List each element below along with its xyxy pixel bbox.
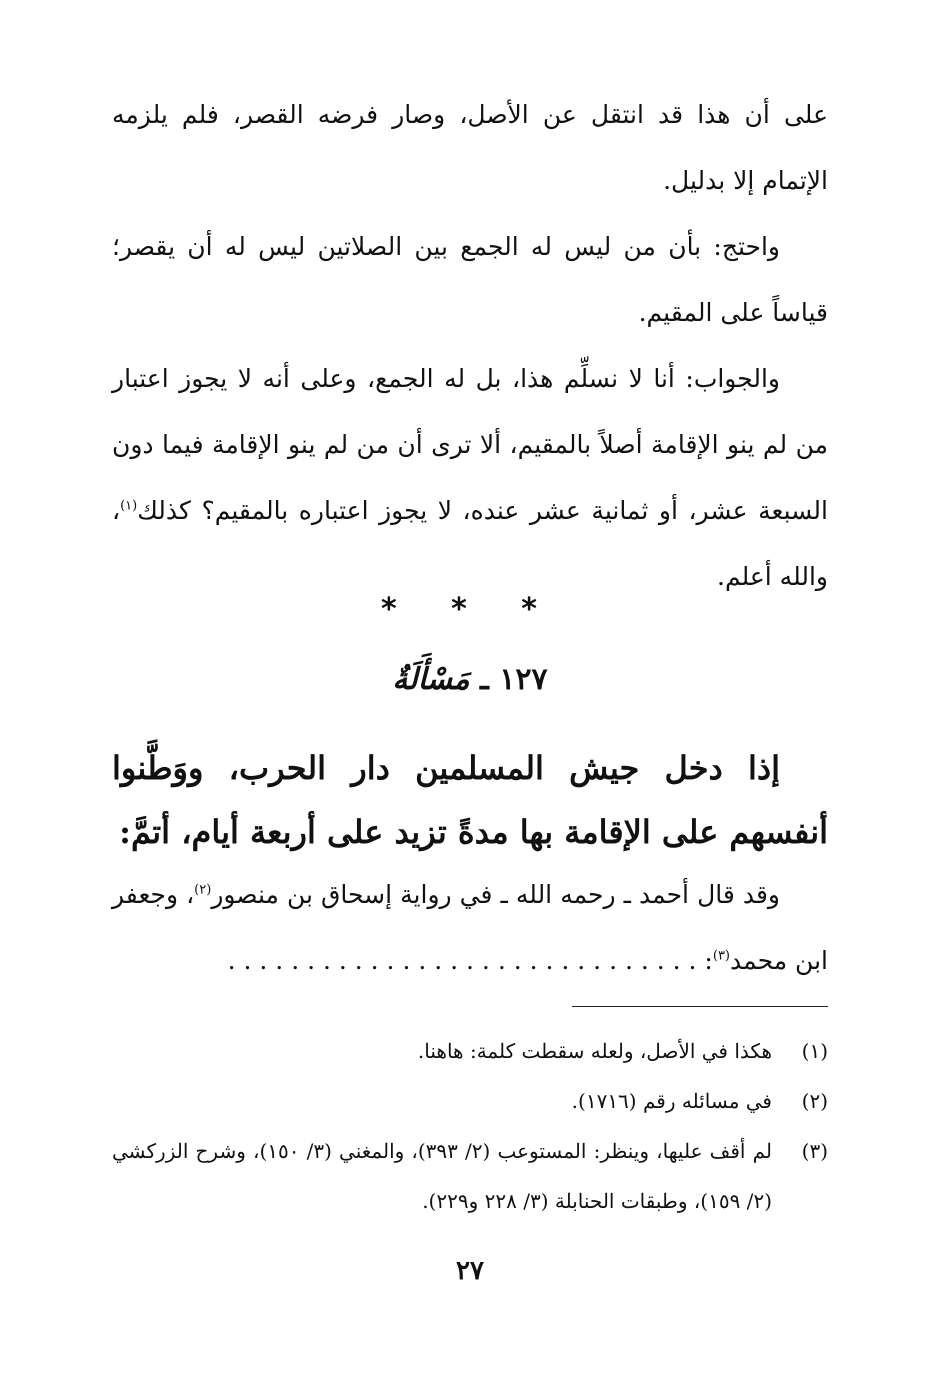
section-heading <box>0 662 940 697</box>
footnote-text: هكذا في الأصل، ولعله سقطت كلمة: هاهنا. <box>417 1039 772 1063</box>
footnote-ref-3: (٣) <box>712 948 730 964</box>
page-number: ٢٧ <box>456 1256 484 1286</box>
footnote-1 <box>112 1026 828 1076</box>
paragraph-3-tail: ، والله أعلم. <box>112 496 828 591</box>
quote-block <box>112 862 828 994</box>
section-separator: * * * <box>381 592 559 627</box>
section-title: مَسْأَلَةٌ <box>392 662 470 697</box>
quote-text-b: ، وجعفر ابن محمد <box>112 880 828 975</box>
footnote-ref-2: (٢) <box>194 882 212 898</box>
paragraph-3-text: والجواب: أنا لا نسلِّم هذا، بل له الجمع، وعلى أنه لا يجوز اعتبار من لم ينو الإقامة أصلاً بالمقيم، ألا ترى أن من لم ينو الإقامة فيما دون السبعة عشر، أو ثمانية عشر عنده، لا يجوز اعتباره بالمقيم؟ كذلك <box>112 364 828 525</box>
issue-statement-block <box>112 736 828 864</box>
section-number: ١٢٧ ـ <box>480 662 548 697</box>
quote-paragraph <box>112 862 828 994</box>
paragraph-2: واحتج: بأن من ليس له الجمع بين الصلاتين ليس له أن يقصر؛ قياساً على المقيم. <box>112 232 828 327</box>
issue-statement: إذا دخل جيش المسلمين دار الحرب، ووَطَّنوا أنفسهم على الإقامة بها مدةً تزيد على أربعة أيام، أتمَّ: <box>112 749 828 851</box>
footnote-number: (٢) <box>801 1089 828 1113</box>
footnote-text: في مسائله رقم (١٧١٦). <box>571 1089 772 1113</box>
footnote-text: لم أقف عليها، وينظر: المستوعب (٢/ ٣٩٣)، والمغني (٣/ ١٥٠)، وشرح الزركشي (٢/ ١٥٩)، وطبقات الحنابلة (٣/ ٢٢٨ و٢٢٩). <box>112 1139 772 1213</box>
footnote-2 <box>112 1076 828 1126</box>
quote-text-a: وقد قال أحمد ـ رحمه الله ـ في رواية إسحاق بن منصور <box>211 880 781 909</box>
footnotes <box>112 1026 828 1226</box>
main-text <box>112 82 828 610</box>
footnote-ref-1: (١) <box>120 498 138 514</box>
paragraph-1: على أن هذا قد انتقل عن الأصل، وصار فرضه القصر، فلم يلزمه الإتمام إلا بدليل. <box>112 100 828 195</box>
footnote-divider <box>572 1006 828 1007</box>
paragraph-3 <box>112 346 828 610</box>
footnote-number: (٣) <box>801 1139 828 1163</box>
footnote-number: (١) <box>801 1039 828 1063</box>
quote-text-c: : . . . . . . . . . . . . . . . . . . . . . . . . . . . . . . <box>227 946 713 975</box>
footnote-3 <box>112 1126 828 1226</box>
